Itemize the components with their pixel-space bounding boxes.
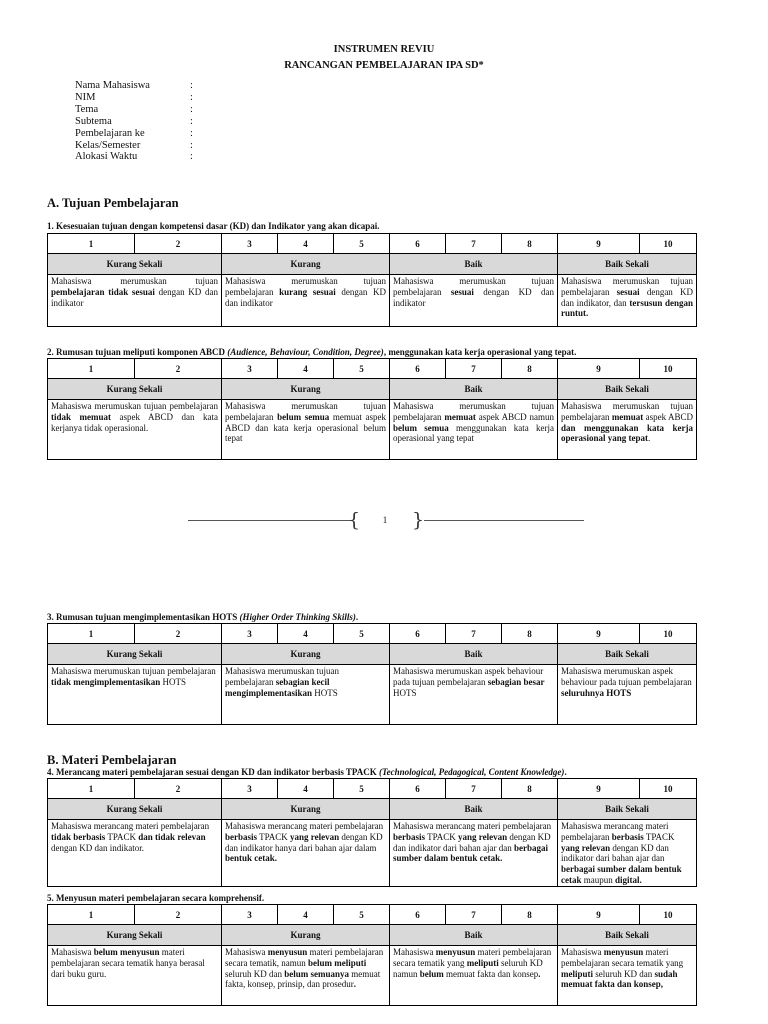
score-cell: 8	[502, 624, 558, 644]
descriptor-emphasis: yang relevan	[290, 831, 340, 842]
score-cell: 2	[135, 234, 222, 254]
category-row	[48, 379, 697, 400]
identity-row	[75, 128, 193, 140]
descriptor-text: seluruh KD dan	[225, 968, 285, 979]
question-5-title	[47, 893, 264, 903]
question-title-text: 2. Rumusan tujuan meliputi komponen ABCD	[47, 347, 228, 357]
descriptor-emphasis: berbagai sumber dalam bentuk cetak.	[393, 842, 548, 864]
descriptor-text: aspek ABCD dan kata kerjanya tidak operasional.	[51, 411, 219, 433]
identity-block	[75, 80, 193, 163]
descriptor-text: memuat fakta, konsep, prinsip, dan prosedur	[225, 968, 381, 990]
descriptor-text: Mahasiswa merancang materi pembelajaran	[225, 821, 384, 831]
descriptor-emphasis: tidak mengimplementasikan	[51, 676, 161, 687]
descriptor-emphasis: sesuai	[450, 286, 474, 297]
score-cell: 6	[390, 359, 446, 379]
descriptor-cell	[390, 275, 558, 327]
descriptor-text: memuat aspek ABCD dan kata kerja operasional belum tepat	[225, 411, 386, 444]
descriptor-emphasis: pembelajaran tidak sesuai	[51, 286, 155, 297]
descriptor-cell	[222, 275, 390, 327]
category-cell: Baik Sekali	[558, 254, 697, 275]
descriptor-text: dengan KD dan indikator	[51, 286, 219, 308]
score-cell: 10	[640, 905, 697, 925]
descriptor-cell	[222, 946, 390, 1006]
question-title-italic: (Audience, Behaviour, Condition, Degree)	[227, 347, 384, 357]
descriptor-text: Mahasiswa merumuskan tujuan pembelajaran	[225, 666, 339, 687]
descriptor-text: Mahasiswa merumuskan tujuan pembelajaran	[225, 276, 386, 297]
rubric-table-2	[47, 358, 697, 460]
score-cell: 8	[502, 779, 558, 799]
descriptor-emphasis: memuat	[444, 411, 476, 422]
score-cell: 10	[640, 624, 697, 644]
descriptor-emphasis: menyusun	[435, 947, 476, 957]
document-subtitle: RANCANGAN PEMBELAJARAN IPA SD*	[284, 60, 484, 71]
descriptor-cell	[390, 946, 558, 1006]
identity-row	[75, 116, 193, 128]
descriptor-text: materi pembelajaran secara tematik yang	[393, 947, 552, 968]
descriptor-emphasis: belum semuanya	[284, 968, 350, 979]
descriptor-text: dengan KD dan indikator hanya dari bahan ajar dalam	[225, 831, 383, 853]
identity-row	[75, 80, 193, 92]
identity-row	[75, 151, 193, 163]
descriptor-text: Mahasiswa merumuskan tujuan	[51, 276, 218, 286]
descriptor-text: materi pembelajaran secara tematik, namun	[225, 947, 384, 968]
rubric-table-5	[47, 904, 697, 1006]
descriptor-emphasis: kurang sesuai	[279, 286, 336, 297]
category-row	[48, 925, 697, 946]
descriptor-row	[48, 820, 697, 887]
descriptor-text: Mahasiswa merumuskan tujuan pembelajaran	[393, 276, 554, 297]
descriptor-cell	[222, 400, 390, 460]
descriptor-text: dengan KD dan indikator, dan	[561, 286, 693, 308]
identity-label: Pembelajaran ke	[75, 127, 145, 139]
score-cell: 3	[222, 359, 278, 379]
descriptor-text: dengan KD dan indikator dari bahan ajar dan	[393, 831, 551, 853]
descriptor-text: Mahasiswa merumuskan aspek behaviour pada tujuan pembelajaran	[561, 666, 692, 687]
score-cell: 1	[48, 905, 135, 925]
score-cell: 5	[334, 234, 390, 254]
category-cell: Baik	[390, 644, 558, 665]
descriptor-cell	[48, 820, 222, 887]
descriptor-emphasis: belum semua	[277, 411, 330, 422]
descriptor-emphasis: .	[353, 979, 356, 990]
category-cell: Baik	[390, 379, 558, 400]
footer-line-right	[424, 520, 584, 521]
score-cell: 5	[334, 905, 390, 925]
descriptor-text: HOTS	[160, 676, 187, 687]
descriptor-text: Mahasiswa merancang materi pembelajaran	[561, 821, 669, 842]
descriptor-text: menggunakan kata kerja operasional yang tepat	[393, 422, 554, 444]
score-cell: 10	[640, 779, 697, 799]
descriptor-text: Mahasiswa merumuskan tujuan pembelajaran	[561, 401, 693, 422]
descriptor-row	[48, 400, 697, 460]
descriptor-cell	[558, 665, 697, 725]
score-row	[48, 779, 697, 799]
descriptor-text: seluruh KD dan	[593, 968, 655, 979]
descriptor-text: Mahasiswa merumuskan tujuan pembelajaran	[225, 401, 386, 422]
descriptor-text: dengan KD dan indikator	[393, 286, 554, 308]
category-row	[48, 799, 697, 820]
score-cell: 7	[446, 624, 502, 644]
score-cell: 4	[278, 234, 334, 254]
descriptor-emphasis: belum	[419, 968, 444, 979]
category-cell: Baik Sekali	[558, 644, 697, 665]
identity-colon: :	[190, 115, 193, 127]
score-cell: 10	[640, 234, 697, 254]
descriptor-cell	[558, 946, 697, 1006]
descriptor-emphasis: meliputi	[561, 968, 594, 979]
descriptor-emphasis: digital.	[615, 874, 642, 885]
score-cell: 1	[48, 779, 135, 799]
descriptor-emphasis: tidak memuat	[51, 411, 112, 422]
category-cell: Kurang	[222, 379, 390, 400]
identity-colon: :	[190, 151, 193, 163]
descriptor-text: seluruh KD namun	[393, 957, 543, 979]
category-cell: Kurang Sekali	[48, 644, 222, 665]
descriptor-text: aspek ABCD	[643, 411, 693, 422]
descriptor-emphasis: tersusun dengan runtut.	[561, 297, 693, 319]
section-a-heading: A. Tujuan Pembelajaran	[47, 196, 179, 210]
category-cell: Kurang Sekali	[48, 799, 222, 820]
score-cell: 3	[222, 234, 278, 254]
descriptor-text: HOTS	[312, 687, 338, 698]
score-cell: 9	[558, 234, 640, 254]
page-number: 1	[382, 515, 388, 525]
score-cell: 8	[502, 905, 558, 925]
descriptor-emphasis: sebagian kecil mengimplementasikan	[225, 676, 330, 698]
descriptor-text: Mahasiswa merumuskan tujuan pembelajaran	[51, 666, 216, 676]
descriptor-emphasis: seluruhnya HOTS	[561, 687, 632, 698]
category-cell: Kurang	[222, 799, 390, 820]
descriptor-emphasis: belum menyusun	[93, 947, 160, 957]
descriptor-row	[48, 946, 697, 1006]
identity-label: Alokasi Waktu	[75, 151, 138, 163]
score-cell: 6	[390, 234, 446, 254]
descriptor-text: Mahasiswa merancang materi pembelajaran	[51, 821, 210, 831]
descriptor-emphasis: tidak berbasis	[51, 831, 106, 842]
score-cell: 3	[222, 779, 278, 799]
footer-line-left	[188, 520, 352, 521]
score-cell: 7	[446, 905, 502, 925]
category-cell: Baik Sekali	[558, 799, 697, 820]
score-cell: 1	[48, 234, 135, 254]
descriptor-emphasis: belum meliputi	[307, 957, 367, 968]
identity-row	[75, 140, 193, 152]
section-b-heading: B. Materi Pembelajaran	[47, 753, 177, 767]
identity-label: NIM	[75, 91, 96, 103]
score-cell: 3	[222, 624, 278, 644]
descriptor-emphasis: berbasis	[611, 831, 644, 842]
descriptor-text: TPACK	[643, 831, 675, 842]
score-cell: 2	[135, 624, 222, 644]
descriptor-cell	[48, 275, 222, 327]
score-row	[48, 359, 697, 379]
descriptor-cell	[222, 820, 390, 887]
score-cell: 7	[446, 779, 502, 799]
descriptor-emphasis: dan tidak relevan	[138, 831, 206, 842]
score-cell: 4	[278, 624, 334, 644]
descriptor-text: TPACK	[105, 831, 139, 842]
descriptor-emphasis: menyusun	[603, 947, 644, 957]
footer-brace-right: }	[412, 509, 425, 531]
descriptor-text: materi pembelajaran secara tematik yang	[561, 947, 684, 968]
category-cell: Kurang	[222, 644, 390, 665]
category-cell: Kurang Sekali	[48, 254, 222, 275]
descriptor-cell	[390, 665, 558, 725]
descriptor-text: TPACK	[425, 831, 459, 842]
score-cell: 9	[558, 905, 640, 925]
descriptor-emphasis: .	[538, 968, 541, 979]
identity-row	[75, 92, 193, 104]
descriptor-emphasis: meliputi	[466, 957, 499, 968]
identity-colon: :	[190, 80, 193, 91]
descriptor-text: dengan KD dan indikator dari bahan ajar dan	[561, 842, 669, 864]
descriptor-text: Mahasiswa	[225, 947, 268, 957]
descriptor-emphasis: berbasis	[225, 831, 258, 842]
descriptor-emphasis: berbasis	[393, 831, 426, 842]
question-title-text: 1. Kesesuaian tujuan dengan kompetensi dasar (KD) dan Indikator yang akan dicapai.	[47, 221, 380, 231]
rubric-table-1	[47, 233, 697, 327]
descriptor-emphasis: sebagian besar	[487, 676, 545, 687]
score-cell: 8	[502, 359, 558, 379]
score-cell: 1	[48, 624, 135, 644]
score-cell: 6	[390, 779, 446, 799]
descriptor-emphasis: memuat	[611, 411, 644, 422]
question-title-italic: (Technological, Pedagogical, Content Knowledge)	[379, 767, 565, 777]
category-cell: Kurang Sekali	[48, 379, 222, 400]
score-cell: 5	[334, 359, 390, 379]
descriptor-emphasis: belum semua	[393, 422, 449, 433]
score-cell: 7	[446, 359, 502, 379]
identity-label: Tema	[75, 103, 99, 115]
score-cell: 8	[502, 234, 558, 254]
descriptor-text: Mahasiswa merumuskan tujuan pembelajaran	[561, 276, 693, 297]
score-cell: 9	[558, 779, 640, 799]
score-cell: 2	[135, 359, 222, 379]
descriptor-text: .	[648, 433, 651, 444]
descriptor-text: maupun	[581, 874, 615, 885]
score-row	[48, 905, 697, 925]
descriptor-emphasis: yang relevan	[458, 831, 508, 842]
score-cell: 4	[278, 359, 334, 379]
question-1-title	[47, 221, 380, 231]
question-2-title	[47, 347, 576, 357]
descriptor-cell	[222, 665, 390, 725]
question-title-end: , menggunakan kata kerja operasional yang tepat.	[383, 347, 577, 357]
question-4-title	[47, 767, 567, 777]
footer-brace-left: {	[348, 509, 361, 531]
score-cell: 6	[390, 905, 446, 925]
descriptor-row	[48, 665, 697, 725]
descriptor-emphasis: sesuai	[616, 286, 640, 297]
descriptor-text: dengan KD dan indikator.	[51, 842, 144, 853]
score-row	[48, 624, 697, 644]
category-cell: Kurang Sekali	[48, 925, 222, 946]
score-cell: 1	[48, 359, 135, 379]
descriptor-text: dengan KD dan indikator	[225, 286, 386, 308]
identity-colon: :	[190, 103, 193, 115]
descriptor-cell	[48, 665, 222, 725]
rubric-table-3	[47, 623, 697, 725]
descriptor-cell	[558, 275, 697, 327]
descriptor-cell	[558, 820, 697, 887]
category-cell: Kurang	[222, 925, 390, 946]
category-row	[48, 644, 697, 665]
descriptor-emphasis: menyusun	[267, 947, 308, 957]
descriptor-emphasis: bentuk cetak.	[225, 853, 278, 864]
descriptor-emphasis: sudah memuat fakta dan konsep,	[561, 968, 678, 990]
document-title: INSTRUMEN REVIU	[333, 44, 435, 55]
score-cell: 2	[135, 905, 222, 925]
score-cell: 2	[135, 779, 222, 799]
descriptor-text: memuat fakta dan konsep	[443, 968, 539, 979]
score-cell: 3	[222, 905, 278, 925]
score-cell: 9	[558, 624, 640, 644]
identity-colon: :	[190, 139, 193, 151]
identity-colon: :	[190, 91, 193, 103]
question-title-text: 5. Menyusun materi pembelajaran secara komprehensif.	[47, 893, 265, 903]
category-cell: Baik Sekali	[558, 379, 697, 400]
score-cell: 7	[446, 234, 502, 254]
descriptor-cell	[48, 946, 222, 1006]
score-cell: 4	[278, 779, 334, 799]
descriptor-text: Mahasiswa	[51, 947, 94, 957]
question-title-text: 3. Rumusan tujuan mengimplementasikan HOTS	[47, 612, 240, 622]
rubric-table-4	[47, 778, 697, 887]
identity-label: Subtema	[75, 115, 112, 127]
question-title-text: 4. Merancang materi pembelajaran sesuai dengan KD dan indikator berbasis TPACK	[47, 767, 380, 777]
descriptor-cell	[48, 400, 222, 460]
descriptor-cell	[390, 400, 558, 460]
category-cell: Baik	[390, 254, 558, 275]
category-cell: Baik	[390, 799, 558, 820]
category-cell: Baik	[390, 925, 558, 946]
descriptor-text: TPACK	[257, 831, 291, 842]
identity-label: Nama Mahasiswa	[75, 80, 150, 91]
score-cell: 9	[558, 359, 640, 379]
descriptor-text: Mahasiswa merumuskan aspek behaviour pada tujuan pembelajaran	[393, 666, 544, 687]
descriptor-row	[48, 275, 697, 327]
score-cell: 4	[278, 905, 334, 925]
descriptor-text: aspek ABCD namun	[475, 411, 554, 422]
descriptor-emphasis: berbagai sumber dalam bentuk cetak	[561, 864, 682, 885]
question-title-end: .	[355, 612, 359, 622]
descriptor-text: Mahasiswa merumuskan tujuan pembelajaran	[51, 401, 218, 411]
descriptor-text: Mahasiswa	[393, 947, 436, 957]
score-cell: 6	[390, 624, 446, 644]
descriptor-text: Mahasiswa merumuskan tujuan pembelajaran	[393, 401, 554, 422]
score-cell: 5	[334, 624, 390, 644]
score-cell: 10	[640, 359, 697, 379]
question-title-end: .	[564, 767, 567, 777]
identity-row	[75, 104, 193, 116]
descriptor-text: materi pembelajaran secara tematik hanya berasal dari buku guru.	[51, 947, 205, 979]
descriptor-text: Mahasiswa merancang materi pembelajaran	[393, 821, 552, 831]
descriptor-emphasis: yang relevan	[561, 842, 611, 853]
descriptor-text: HOTS	[393, 687, 417, 698]
descriptor-cell	[390, 820, 558, 887]
question-title-italic: (Higher Order Thinking Skills)	[239, 612, 356, 622]
descriptor-text: Mahasiswa	[561, 947, 604, 957]
category-cell: Baik Sekali	[558, 925, 697, 946]
identity-colon: :	[190, 127, 193, 139]
category-row	[48, 254, 697, 275]
descriptor-emphasis: dan menggunakan kata kerja operasional yang tepat	[561, 422, 693, 444]
score-row	[48, 234, 697, 254]
score-cell: 5	[334, 779, 390, 799]
question-3-title	[47, 612, 358, 622]
identity-label: Kelas/Semester	[75, 139, 141, 151]
category-cell: Kurang	[222, 254, 390, 275]
descriptor-cell	[558, 400, 697, 460]
